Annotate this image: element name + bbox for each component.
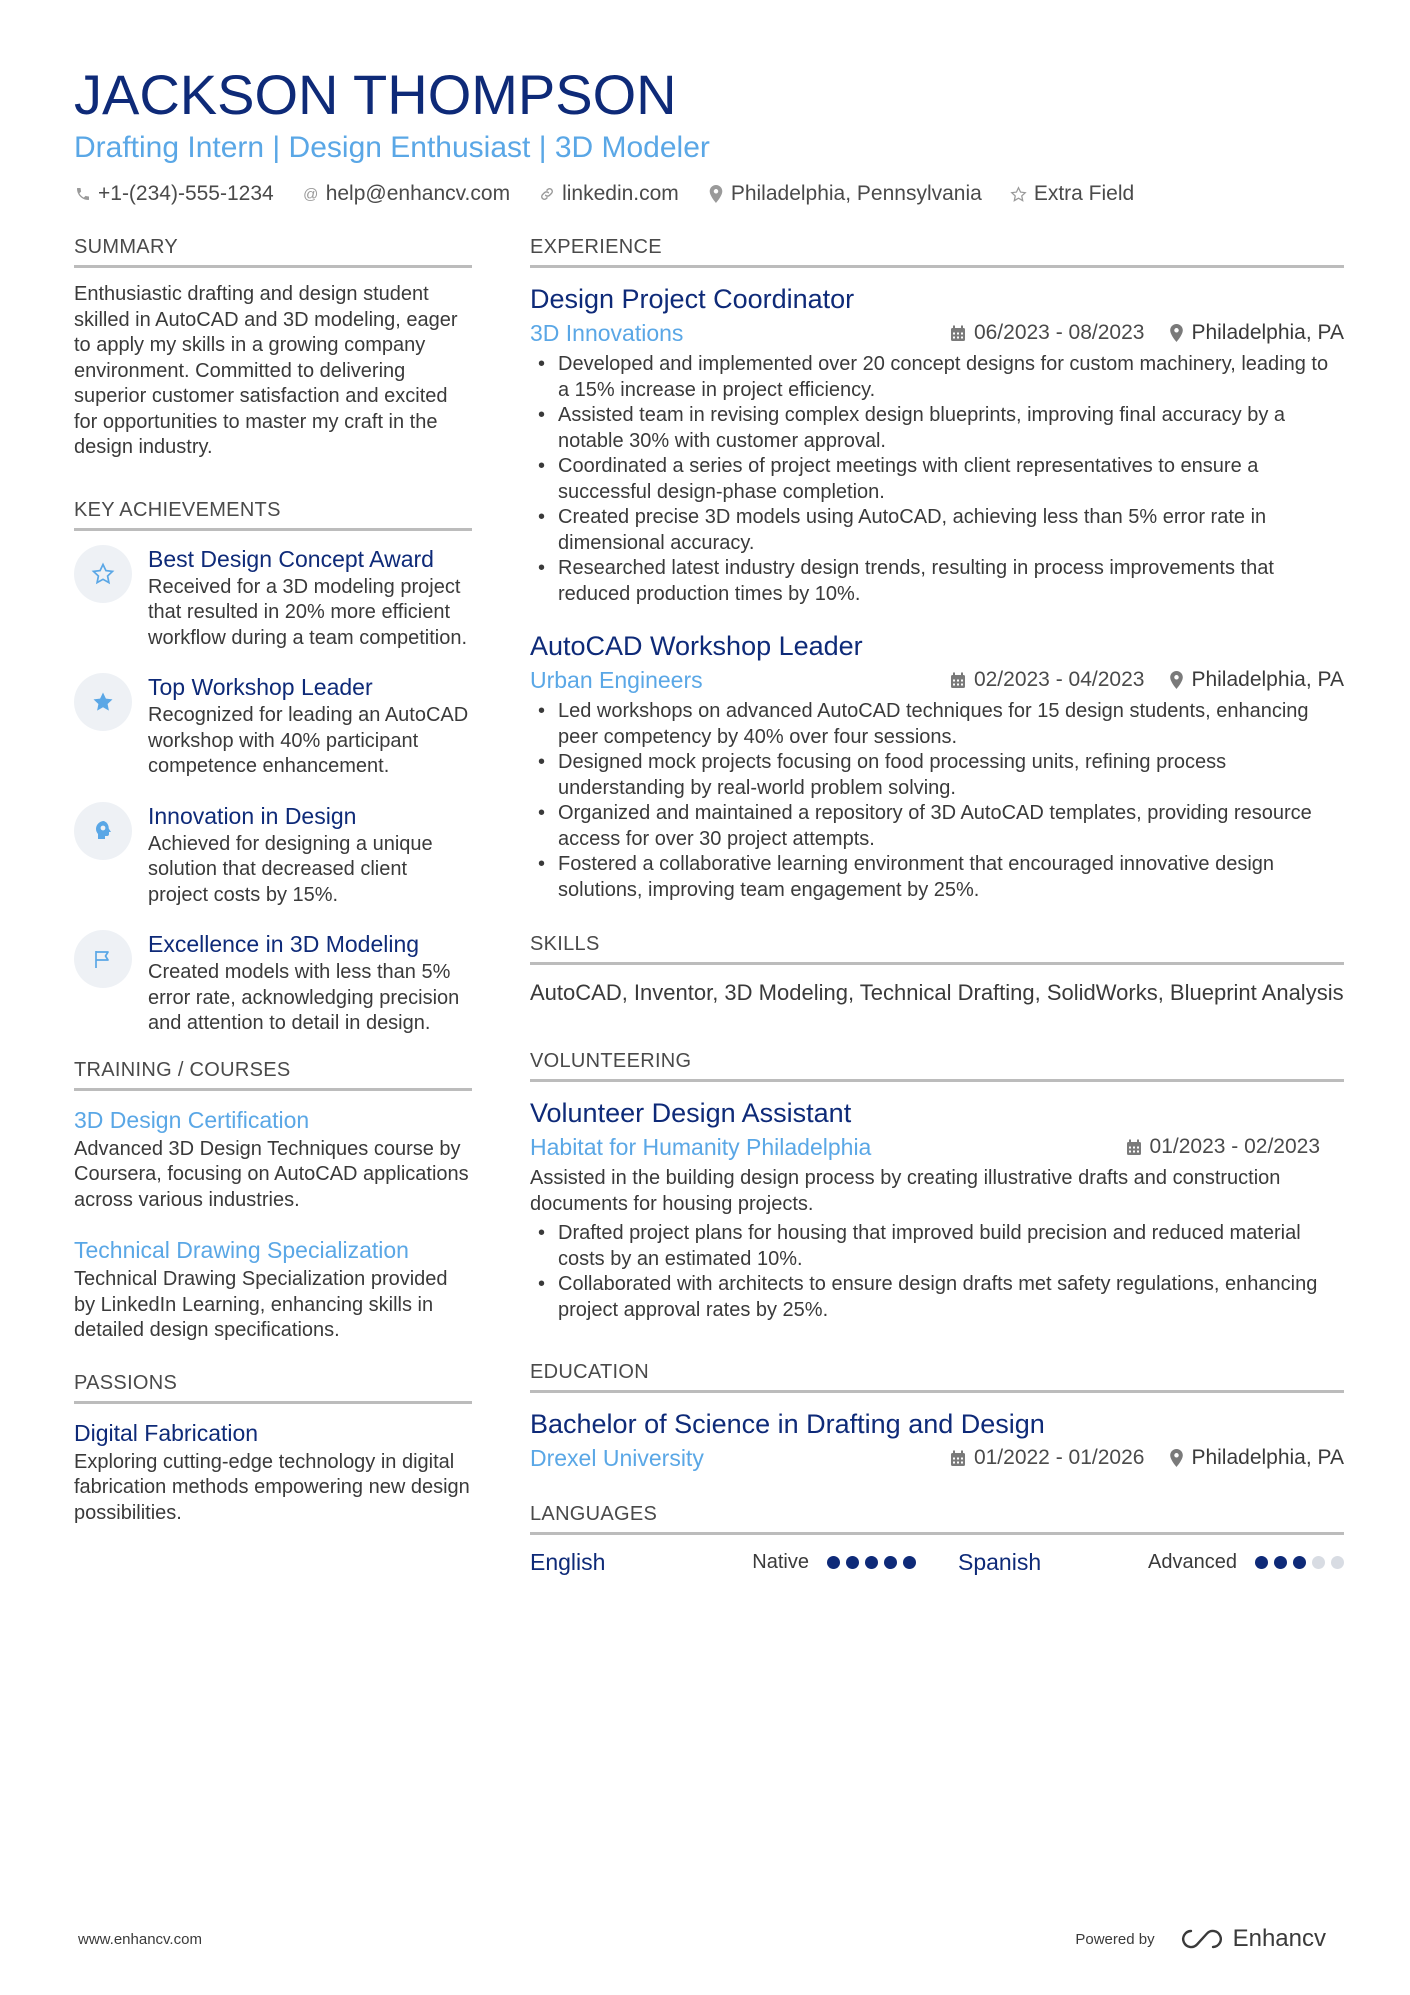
star-outline-icon	[74, 545, 132, 603]
job-location	[1170, 321, 1344, 345]
job-bullet: • Assisted team in revising complex design blueprints, improving final accuracy by a notable 30% with customer approval.	[530, 403, 1344, 454]
course-desc: Technical Drawing Specialization provided by LinkedIn Learning, enhancing skills in detailed design specifications.	[74, 1268, 448, 1341]
language-rating	[1255, 1556, 1344, 1569]
job-dates	[950, 668, 1144, 692]
right-column	[530, 236, 1344, 1614]
volunteering-section	[530, 1050, 1344, 1323]
achievement-item	[74, 930, 472, 1037]
rating-dot-filled	[1255, 1556, 1268, 1569]
job-dates-text: 06/2023 - 08/2023	[973, 321, 1145, 344]
course-title: Technical Drawing Specialization	[74, 1237, 409, 1263]
job-meta	[530, 665, 1344, 695]
skills-text: AutoCAD, Inventor, 3D Modeling, Technical Drafting, SolidWorks, Blueprint Analysis	[530, 980, 1344, 1005]
contact-linkedin[interactable]	[538, 182, 679, 206]
passion-item	[74, 1418, 472, 1527]
volunteer-bullet: • Collaborated with architects to ensure design drafts met safety regulations, enhancing project approval rates by 25%.	[530, 1272, 1344, 1323]
summary-text: Enthusiastic drafting and design student skilled in AutoCAD and 3D modeling, eager to apply my skills in a growing company environment. Committed to delivering superior customer satisfaction and excited for opportunities to master my craft in the design industry.	[74, 283, 458, 458]
rating-dot-filled	[1274, 1556, 1287, 1569]
company-name: 3D Innovations	[530, 320, 684, 346]
language-rating	[827, 1556, 916, 1569]
left-column	[74, 236, 472, 1564]
languages-section	[530, 1503, 1344, 1576]
skills-section	[530, 933, 1344, 1006]
contact-email-text: help@enhancv.com	[325, 182, 511, 205]
infinity-logo-icon	[1179, 1927, 1225, 1951]
education-section	[530, 1361, 1344, 1473]
job-location-text: Philadelphia, PA	[1191, 668, 1344, 691]
experience-heading: EXPERIENCE	[530, 236, 1344, 268]
language-item	[958, 1549, 1344, 1576]
contact-linkedin-text: linkedin.com	[562, 182, 679, 205]
training-heading: TRAINING / COURSES	[74, 1059, 472, 1091]
education-location-text: Philadelphia, PA	[1191, 1446, 1344, 1469]
job-location-text: Philadelphia, PA	[1191, 321, 1344, 344]
job-bullet: • Led workshops on advanced AutoCAD techniques for 15 design students, enhancing peer competency by 40% over four sessions.	[530, 699, 1344, 750]
achievement-title: Innovation in Design	[148, 802, 357, 829]
link-icon	[538, 185, 556, 203]
at-icon: @	[303, 185, 319, 203]
language-level: Native	[752, 1551, 809, 1573]
achievement-item	[74, 802, 472, 909]
location-pin-icon	[707, 185, 725, 203]
job-bullets	[530, 699, 1344, 903]
contact-phone-text: +1-(234)-555-1234	[98, 182, 274, 205]
training-section	[74, 1059, 472, 1344]
contact-location-text: Philadelphia, Pennsylvania	[730, 182, 982, 205]
volunteer-bullet: • Drafted project plans for housing that improved build precision and reduced material costs by an estimated 10%.	[530, 1221, 1344, 1272]
languages-list	[530, 1549, 1344, 1576]
job-bullet: • Researched latest industry design trends, resulting in process improvements that reduced production times by 10%.	[530, 556, 1344, 607]
company-name: Urban Engineers	[530, 667, 703, 693]
course-title: 3D Design Certification	[74, 1106, 310, 1133]
skills-heading: SKILLS	[530, 933, 1344, 965]
languages-heading: LANGUAGES	[530, 1503, 1344, 1535]
passions-heading: PASSIONS	[74, 1372, 472, 1404]
candidate-headline: Drafting Intern | Design Enthusiast | 3D Modeler	[74, 131, 710, 164]
volunteering-heading: VOLUNTEERING	[530, 1050, 1344, 1082]
rating-dot-filled	[846, 1556, 859, 1569]
flag-icon	[74, 930, 132, 988]
calendar-icon	[950, 325, 966, 342]
volunteer-dates-text: 01/2023 - 02/2023	[1149, 1135, 1320, 1158]
degree-title: Bachelor of Science in Drafting and Design	[530, 1409, 1045, 1439]
contact-phone[interactable]	[74, 182, 274, 206]
calendar-icon	[950, 672, 966, 689]
course-item	[74, 1235, 472, 1344]
contact-extra-text: Extra Field	[1033, 182, 1135, 205]
language-name: Spanish	[958, 1549, 1042, 1575]
rating-dot-filled	[903, 1556, 916, 1569]
language-level: Advanced	[1148, 1551, 1237, 1573]
location-pin-icon	[1170, 671, 1183, 689]
experience-section	[530, 236, 1344, 903]
passions-section	[74, 1372, 472, 1527]
achievement-item	[74, 545, 472, 652]
achievements-section	[74, 499, 472, 1037]
calendar-icon	[1126, 1139, 1142, 1156]
volunteer-role: Volunteer Design Assistant	[530, 1098, 852, 1128]
powered-by-text: Powered by	[1075, 1930, 1155, 1948]
achievement-title: Excellence in 3D Modeling	[148, 931, 420, 957]
page-footer	[78, 1925, 1326, 1953]
job-bullet: • Fostered a collaborative learning environment that encouraged innovative design solutions, improving team engagement by 25%.	[530, 852, 1344, 903]
job-bullet: • Developed and implemented over 20 concept designs for custom machinery, leading to a 15% increase in project efficiency.	[530, 352, 1344, 403]
job-location	[1170, 668, 1344, 692]
achievements-heading: KEY ACHIEVEMENTS	[74, 499, 472, 531]
job-entry	[530, 629, 1344, 903]
rating-dot-filled	[865, 1556, 878, 1569]
rating-dot-empty	[1331, 1556, 1344, 1569]
calendar-icon	[950, 1450, 966, 1467]
education-location	[1170, 1446, 1344, 1470]
education-dates-text: 01/2022 - 01/2026	[973, 1446, 1145, 1469]
contact-extra	[1010, 182, 1134, 206]
achievement-desc: Created models with less than 5% error rate, acknowledging precision and attention to detail in design.	[148, 961, 460, 1034]
job-title: AutoCAD Workshop Leader	[530, 631, 863, 661]
achievement-desc: Received for a 3D modeling project that resulted in 20% more efficient workflow during a team competition.	[148, 575, 468, 649]
star-filled-icon	[74, 673, 132, 731]
achievement-title: Top Workshop Leader	[148, 674, 373, 700]
education-heading: EDUCATION	[530, 1361, 1344, 1393]
achievement-desc: Achieved for designing a unique solution that decreased client project costs by 15%.	[148, 832, 433, 906]
education-meta	[530, 1443, 1344, 1473]
volunteer-org: Habitat for Humanity Philadelphia	[530, 1134, 872, 1160]
passion-desc: Exploring cutting-edge technology in digital fabrication methods empowering new design possibilities.	[74, 1450, 470, 1524]
contact-bar	[74, 182, 1344, 206]
contact-location	[707, 182, 982, 206]
school-name: Drexel University	[530, 1445, 704, 1471]
volunteer-meta	[530, 1132, 1344, 1162]
course-item	[74, 1105, 472, 1214]
volunteer-dates	[1126, 1135, 1320, 1159]
location-pin-icon	[1170, 324, 1183, 342]
contact-email[interactable]	[302, 182, 510, 206]
job-bullet: • Coordinated a series of project meetings with client representatives to ensure a successful design-phase completion.	[530, 454, 1344, 505]
candidate-name: JACKSON THOMPSON	[74, 63, 677, 126]
course-desc: Advanced 3D Design Techniques course by Coursera, focusing on AutoCAD applications across various industries.	[74, 1137, 469, 1211]
job-dates	[950, 321, 1144, 345]
volunteer-desc: Assisted in the building design process by creating illustrative drafts and construction documents for housing projects.	[530, 1167, 1281, 1215]
job-bullet: • Organized and maintained a repository of 3D AutoCAD templates, providing resource access for over 30 project attempts.	[530, 801, 1344, 852]
rating-dot-empty	[1312, 1556, 1325, 1569]
star-icon	[1010, 185, 1028, 203]
job-bullet: • Designed mock projects focusing on food processing units, refining process understanding by real-world problem solving.	[530, 750, 1344, 801]
head-idea-icon	[74, 802, 132, 860]
job-title: Design Project Coordinator	[530, 284, 855, 314]
job-bullet: • Created precise 3D models using AutoCAD, achieving less than 5% error rate in dimensional accuracy.	[530, 505, 1344, 556]
language-item	[530, 1549, 916, 1576]
summary-heading: SUMMARY	[74, 236, 472, 268]
resume-header	[74, 62, 1344, 206]
rating-dot-filled	[1293, 1556, 1306, 1569]
passion-title: Digital Fabrication	[74, 1419, 259, 1446]
phone-icon	[74, 185, 92, 203]
education-dates	[950, 1446, 1144, 1470]
job-entry	[530, 282, 1344, 607]
location-pin-icon	[1170, 1449, 1183, 1467]
achievement-item	[74, 673, 472, 780]
rating-dot-filled	[884, 1556, 897, 1569]
achievement-title: Best Design Concept Award	[148, 545, 434, 572]
brand-name: Enhancv	[1232, 1925, 1326, 1952]
summary-section	[74, 236, 472, 461]
rating-dot-filled	[827, 1556, 840, 1569]
achievement-desc: Recognized for leading an AutoCAD workshop with 40% participant competence enhancement.	[148, 704, 469, 777]
footer-branding	[1075, 1925, 1326, 1953]
volunteer-bullets	[530, 1221, 1344, 1323]
job-bullets	[530, 352, 1344, 607]
enhancv-logo[interactable]	[1179, 1925, 1326, 1953]
job-dates-text: 02/2023 - 04/2023	[973, 668, 1145, 691]
footer-url[interactable]: www.enhancv.com	[78, 1930, 202, 1948]
language-name: English	[530, 1549, 606, 1575]
job-meta	[530, 318, 1344, 348]
